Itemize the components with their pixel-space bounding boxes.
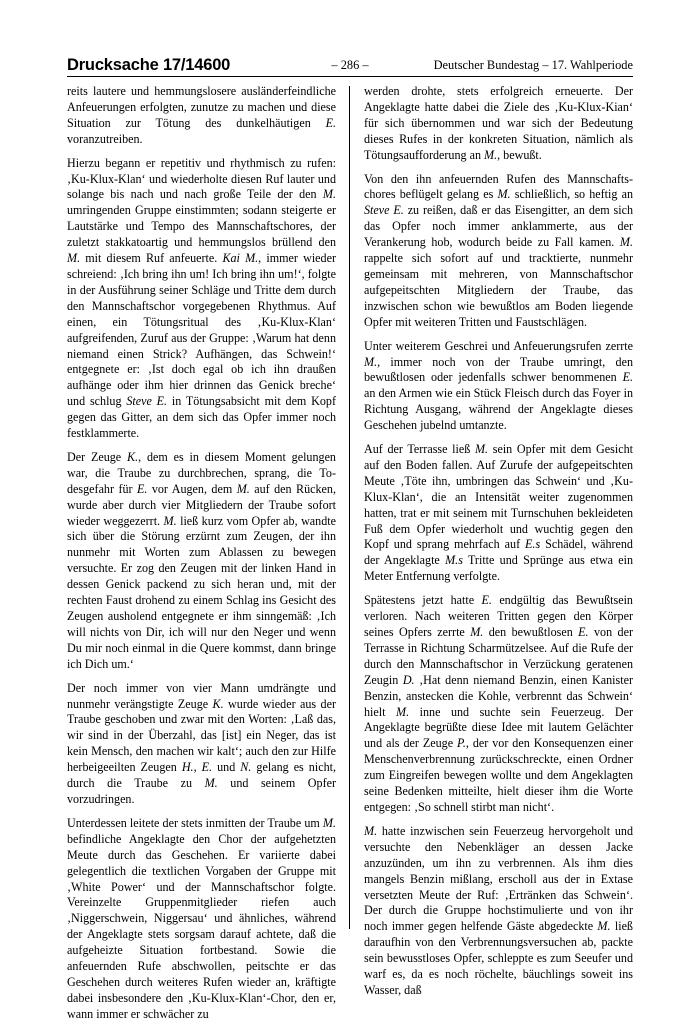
paragraph: Unterdessen leitete der stets inmitten der Traube um M. befindliche Angeklagte den Chor der aufgehetzten Meute durch das Geschehen. Er variierte dabei gelegentlich die textlichen Vorgaben der Gruppe mit ‚White Power‘ und der Mannschaftschor folgte. Vereinzelte Gruppenmitglieder riefen auch ‚Niggerschwein, Niggersau‘ und ähnliches, während der Angeklagte stets sorgsam darauf achtete, daß die aufgeheizte Situation fortbestand. Sowie die anfeuernden Rufe abschwollen, peitschte er das Geschehen durch weiteres Rufen wieder an, kräftigte dabei insbesondere den ‚Ku-Klux-Klan‘-Chor, den er, wann immer er schwächer zu bbox=[67, 815, 336, 1021]
paragraph: Spätestens jetzt hatte E. endgültig das Bewußtsein verloren. Nach weiteren Tritten gegen den Körper seines Opfers zerrte M. den bewußtlosen E. von der Terrasse in Richtung Scharmützelsee. Auf die Rufe der durch den Mannschaftschor in Verzückung geratenen Zeugin D. ‚Hat denn niemand Benzin, einen Kanister Benzin, anstecken die Kohle, verbrennt das Schwein‘ hielt M. inne und suchte sein Feuerzeug. Der Angeklagte begrüßte diese Idee mit lautem Gelächter und als der Zeuge P., der vor den Konsequenzen einer Menschenverbrennung zurückschreckte, einen Ordner zum Eingreifen bewegen wollte und dem Angeklagten seine Bedenken mitteilte, hielt dieser ihm die Worte entgegen: ‚So schnell stirbt man nicht‘. bbox=[364, 593, 634, 814]
paragraph: M. hatte inzwischen sein Feuerzeug hervorgeholt und versuchte den Nebenkläger an dessen Jacke anzuzünden, um ihn zu verbrennen. Als ihm dies mangels Benzin mißlang, erscholl aus der in Extase versetzten Meute der Ruf: ‚Ertränken das Schwein‘. Der durch die Gruppe hochstimulierte und von ihr noch immer gegen helfende Gäste abgedeckte M. ließ daraufhin von den Verbrennungsversuchen ab, packte sein bewusstloses Opfer, schleppte es zum Seeufer und warf es, da es noch röchelte, bäuchlings soweit ins Wasser, daß bbox=[364, 823, 633, 997]
paragraph: Der Zeuge K., dem es in diesem Moment gelungen war, die Traube zu durchbrechen, sprang, die Todesgefahr für E. vor Augen, dem M. auf den Rücken, wurde aber durch vier Mitgliedern der Traube sofort wieder weggezerrt. M. ließ kurz vom Opfer ab, wandte sich über die Störung erzürnt zum Zeugen, der ihn nunmehr mit Worten zum Ablassen zu bewegen versuchte. Er zog den Zeugen mit der linken Hand in dessen Genick packend zu sich heran und, mit der rechten Faust drohend zu einem Schlag ins Gesicht des Zeugen ausholend entgegnete er ihm sinngemäß: ‚Ich will nichts von Dir, ich will nur den Neger und wenn Du mir noch einmal in die Quere kommst, dann bringe ich Dich um.‘ bbox=[67, 449, 336, 671]
paragraph: Von den ihn anfeuernden Rufen des Mannschaftschores beflügelt gelang es M. schließlich, so heftig an Steve E. zu reißen, daß er das Eisengitter, an dem sich das Opfer noch immer anklammerte, aus der Verankerung hob, wodurch beide zu Fall kamen. M. rappelte sich sofort auf und tracktierte, nunmehr gemeinsam mit mehreren, von Mannschaftschor aufgepeitschten Mitgliedern der Traube, das inzwischen schon wie bewußtlos am Boden liegende Opfer mit weiteren Tritten und Faustschlägen. bbox=[364, 171, 634, 329]
paragraph: Unter weiterem Geschrei und Anfeuerungsrufen zerrte M., immer noch von der Traube umringt, den bewußtlosen oder jedenfalls schwer benommenen E. an den Armen wie ein Stück Fleisch durch das Foyer in Richtung Ausgang, während der Angeklagte dieses Geschehen jubelnd umtanzte. bbox=[364, 338, 633, 433]
paragraph: werden drohte, stets erfolgreich erneuerte. Der Angeklagte hatte dabei die Ziele des ‚Ku-Klux-Kian‘ für sich übernommen und war sich der Bedeutung dieses Rufes in der konkreten Situation, nämlich als Tötungsaufforderung an M., bewußt. bbox=[364, 84, 633, 162]
right-column bbox=[364, 84, 633, 1007]
header-rule bbox=[67, 76, 633, 77]
paragraph: reits lautere und hemmungslosere ausländerfeindliche Anfeuerungen erfolgten, zunutze zu machen und diese Situation zur Tötung des dunkelhäutigen E. voranzutreiben. bbox=[67, 84, 336, 146]
column-divider bbox=[349, 86, 350, 929]
paragraph: Der noch immer von vier Mann umdrängte und nunmehr verängstigte Zeuge K. wurde wieder aus der Traube geschoben und zwar mit den Worten: ‚Laß das, wir sind in der Überzahl, das [ist] ein Neger, das ist kein Mensch, den machen wir kalt‘; auch den zur Hilfe herbeigeeilten Zeugen H., E. und N. gelang es nicht, durch die Traube zu M. und seinem Opfer vorzudringen. bbox=[67, 680, 337, 806]
paragraph: Auf der Terrasse ließ M. sein Opfer mit dem Gesicht auf den Boden fallen. Auf Zurufe der aufgepeitschten Meute ‚Töte ihn, umbringen das Schwein‘ und ‚Ku-Klux-Klan‘, die an Intensität weiter zugenommen hatten, trat er mit seinem mit Turnschuhen bekleideten Fuß dem Opfer wiederholt und wuchtig gegen den Kopf und sprang mehrfach auf E.s Schädel, während der Angeklagte M.s Tritte und Sprünge aus etwa ein Meter Entfernung verfolgte. bbox=[364, 442, 633, 584]
page-number: – 286 – bbox=[331, 58, 369, 72]
document-number-value: 14600 bbox=[185, 56, 231, 74]
document-label: Drucksache 17/ bbox=[67, 56, 186, 74]
parliament-title: Deutscher Bundestag – 17. Wahlperiode bbox=[433, 58, 633, 72]
page-header bbox=[67, 56, 633, 78]
left-column bbox=[67, 84, 336, 1031]
paragraph: Hierzu begann er repetitiv und rhythmisch zu rufen: ‚Ku-Klux-Klan‘ und wiederholte diesen Ruf lauter und solange bis nach und nach große Teile der den M. umringenden Gruppe einstimmten; sodann steigerte er Lautstärke und Tempo des Mannschaftschores, der zuletzt stakkatoartig und hemmungslos brüllend den M. mit diesem Ruf anfeuerte. Kai M., immer wieder schreiend: ‚Ich bring ihn um! Ich bring ihn um!‘, folgte in der Ausführung seiner Schläge und Tritte dem durch den Mannschaftschor vorgegebenen Rhythmus. Auf einen, ein Tötungsritual des ‚Ku-Klux-Klan‘ aufgreifenden, Zuruf aus der Gruppe: ‚Warum hat denn niemand einen Strick? Aufhängen, das Schwein!‘ entgegnete er: ‚Ist doch egal ob ich ihn draußen aufhänge oder ihm hier drinnen das Genick breche‘ und schlug Steve E. in Tötungsabsicht mit dem Kopf gegen das Gitter, an dem sich das Opfer immer noch festklammerte. bbox=[67, 155, 337, 441]
